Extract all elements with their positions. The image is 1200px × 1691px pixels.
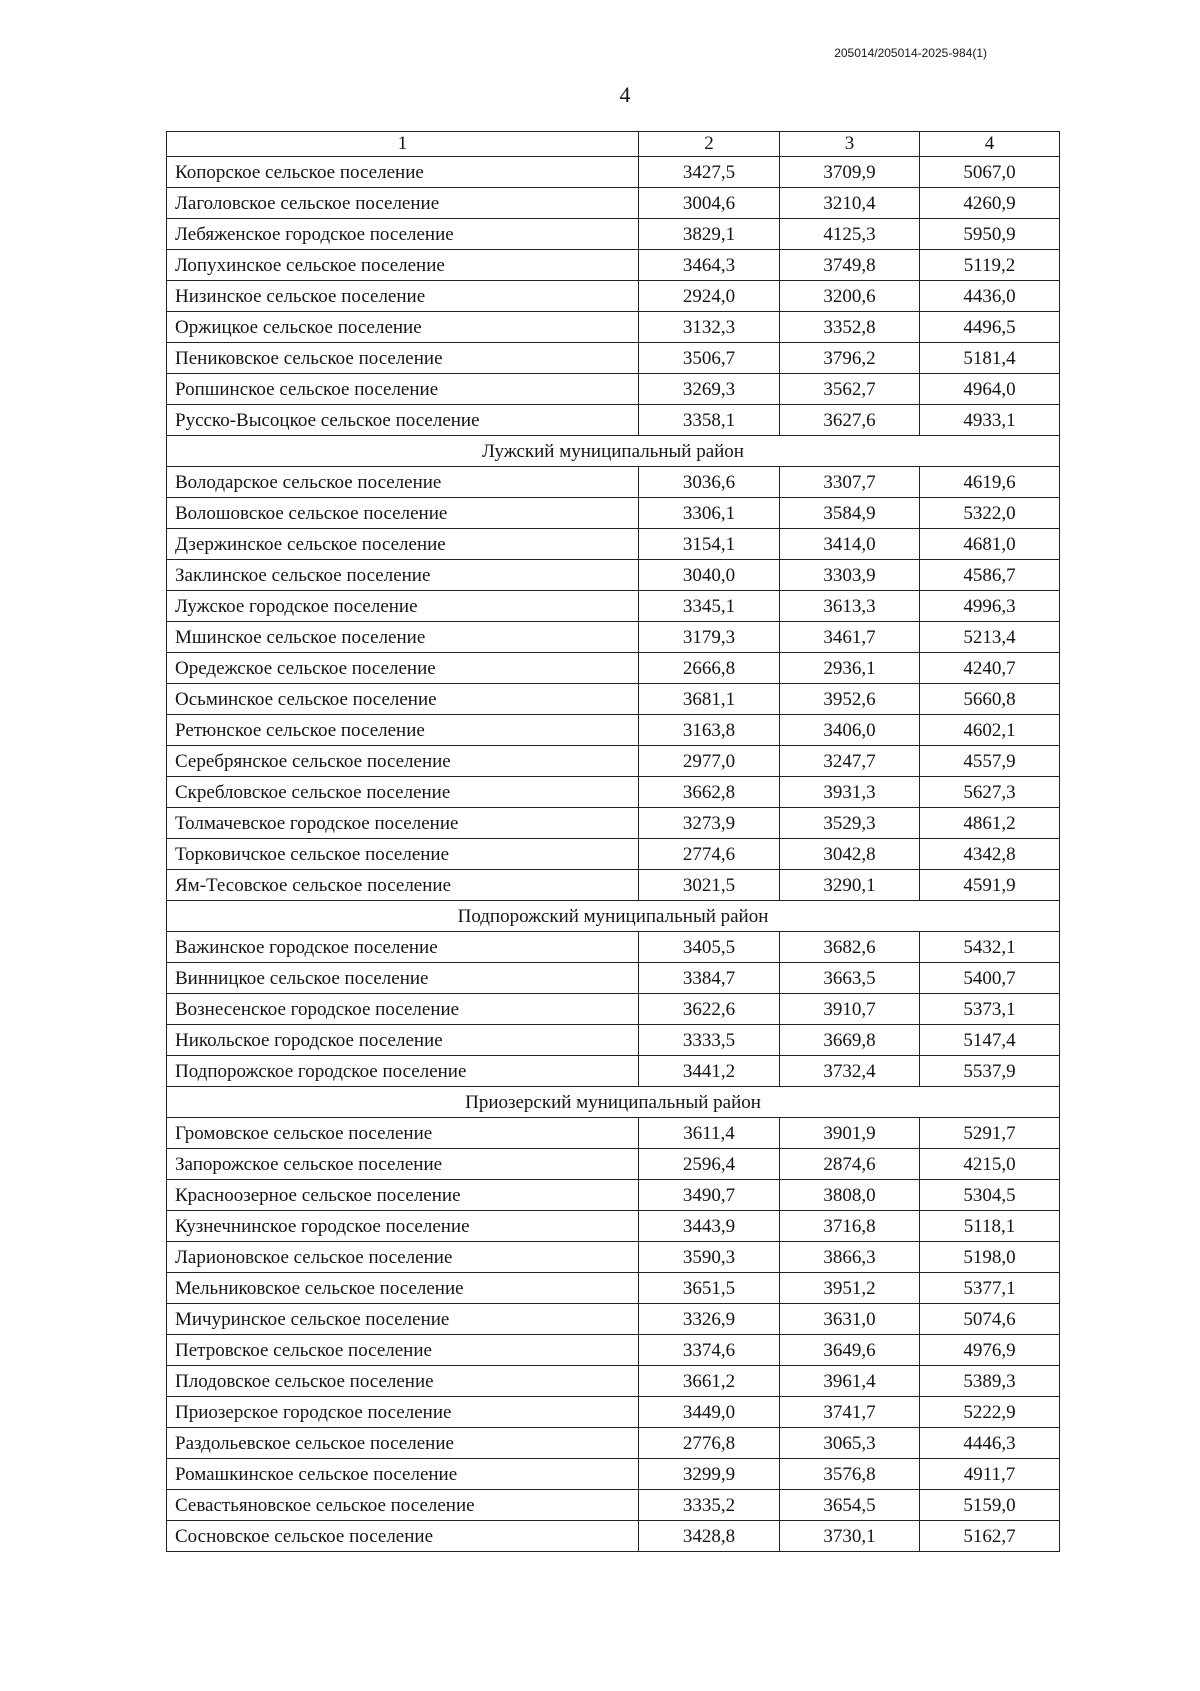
table-row bbox=[167, 1180, 1060, 1211]
settlement-name-cell: Осьминское сельское поселение bbox=[167, 684, 639, 715]
settlement-name-cell: Подпорожское городское поселение bbox=[167, 1056, 639, 1087]
value-col2-cell: 3405,5 bbox=[639, 932, 780, 963]
table-row bbox=[167, 715, 1060, 746]
table-row bbox=[167, 312, 1060, 343]
settlement-name-cell: Лаголовское сельское поселение bbox=[167, 188, 639, 219]
value-col4-cell: 5389,3 bbox=[920, 1366, 1060, 1397]
settlement-name-cell: Ромашкинское сельское поселение bbox=[167, 1459, 639, 1490]
table-row bbox=[167, 498, 1060, 529]
value-col4-cell: 4996,3 bbox=[920, 591, 1060, 622]
value-col4-cell: 5147,4 bbox=[920, 1025, 1060, 1056]
value-col4-cell: 4861,2 bbox=[920, 808, 1060, 839]
value-col3-cell: 3461,7 bbox=[780, 622, 920, 653]
value-col4-cell: 5373,1 bbox=[920, 994, 1060, 1025]
district-row bbox=[167, 436, 1060, 467]
district-row bbox=[167, 1087, 1060, 1118]
table-row bbox=[167, 746, 1060, 777]
value-col4-cell: 5432,1 bbox=[920, 932, 1060, 963]
district-heading: Подпорожский муниципальный район bbox=[167, 901, 1060, 932]
value-col3-cell: 3042,8 bbox=[780, 839, 920, 870]
settlement-name-cell: Оржицкое сельское поселение bbox=[167, 312, 639, 343]
value-col2-cell: 3829,1 bbox=[639, 219, 780, 250]
value-col3-cell: 3631,0 bbox=[780, 1304, 920, 1335]
value-col4-cell: 5119,2 bbox=[920, 250, 1060, 281]
value-col2-cell: 3273,9 bbox=[639, 808, 780, 839]
table-row bbox=[167, 529, 1060, 560]
settlement-name-cell: Никольское городское поселение bbox=[167, 1025, 639, 1056]
value-col3-cell: 3741,7 bbox=[780, 1397, 920, 1428]
value-col4-cell: 5074,6 bbox=[920, 1304, 1060, 1335]
value-col2-cell: 3345,1 bbox=[639, 591, 780, 622]
settlement-name-cell: Приозерское городское поселение bbox=[167, 1397, 639, 1428]
value-col2-cell: 2977,0 bbox=[639, 746, 780, 777]
value-col3-cell: 3414,0 bbox=[780, 529, 920, 560]
value-col4-cell: 4557,9 bbox=[920, 746, 1060, 777]
value-col2-cell: 3681,1 bbox=[639, 684, 780, 715]
settlement-name-cell: Ям-Тесовское сельское поселение bbox=[167, 870, 639, 901]
value-col2-cell: 3179,3 bbox=[639, 622, 780, 653]
settlement-name-cell: Плодовское сельское поселение bbox=[167, 1366, 639, 1397]
value-col2-cell: 3427,5 bbox=[639, 157, 780, 188]
settlement-name-cell: Пениковское сельское поселение bbox=[167, 343, 639, 374]
table-row bbox=[167, 1397, 1060, 1428]
value-col3-cell: 3200,6 bbox=[780, 281, 920, 312]
table-row bbox=[167, 1459, 1060, 1490]
value-col3-cell: 3627,6 bbox=[780, 405, 920, 436]
table-row bbox=[167, 622, 1060, 653]
value-col3-cell: 3901,9 bbox=[780, 1118, 920, 1149]
value-col2-cell: 3449,0 bbox=[639, 1397, 780, 1428]
settlement-name-cell: Лебяженское городское поселение bbox=[167, 219, 639, 250]
page-number: 4 bbox=[619, 82, 631, 107]
settlement-name-cell: Серебрянское сельское поселение bbox=[167, 746, 639, 777]
value-col3-cell: 3910,7 bbox=[780, 994, 920, 1025]
settlement-name-cell: Ларионовское сельское поселение bbox=[167, 1242, 639, 1273]
value-col3-cell: 3210,4 bbox=[780, 188, 920, 219]
value-col3-cell: 3951,2 bbox=[780, 1273, 920, 1304]
value-col2-cell: 3358,1 bbox=[639, 405, 780, 436]
value-col2-cell: 3651,5 bbox=[639, 1273, 780, 1304]
value-col2-cell: 3036,6 bbox=[639, 467, 780, 498]
value-col3-cell: 3931,3 bbox=[780, 777, 920, 808]
value-col3-cell: 3065,3 bbox=[780, 1428, 920, 1459]
value-col4-cell: 5222,9 bbox=[920, 1397, 1060, 1428]
settlement-name-cell: Севастьяновское сельское поселение bbox=[167, 1490, 639, 1521]
value-col4-cell: 5067,0 bbox=[920, 157, 1060, 188]
value-col4-cell: 4240,7 bbox=[920, 653, 1060, 684]
value-col4-cell: 4496,5 bbox=[920, 312, 1060, 343]
table-row bbox=[167, 870, 1060, 901]
settlement-name-cell: Володарское сельское поселение bbox=[167, 467, 639, 498]
settlement-name-cell: Громовское сельское поселение bbox=[167, 1118, 639, 1149]
value-col3-cell: 2936,1 bbox=[780, 653, 920, 684]
value-col3-cell: 3406,0 bbox=[780, 715, 920, 746]
value-col2-cell: 3021,5 bbox=[639, 870, 780, 901]
value-col3-cell: 3529,3 bbox=[780, 808, 920, 839]
table-row bbox=[167, 591, 1060, 622]
value-col4-cell: 4446,3 bbox=[920, 1428, 1060, 1459]
settlement-name-cell: Важинское городское поселение bbox=[167, 932, 639, 963]
value-col2-cell: 3132,3 bbox=[639, 312, 780, 343]
value-col3-cell: 3663,5 bbox=[780, 963, 920, 994]
table-row bbox=[167, 1242, 1060, 1273]
value-col4-cell: 5304,5 bbox=[920, 1180, 1060, 1211]
table-row bbox=[167, 1490, 1060, 1521]
value-col3-cell: 3749,8 bbox=[780, 250, 920, 281]
table-row bbox=[167, 1025, 1060, 1056]
value-col2-cell: 3326,9 bbox=[639, 1304, 780, 1335]
value-col4-cell: 5198,0 bbox=[920, 1242, 1060, 1273]
settlement-name-cell: Красноозерное сельское поселение bbox=[167, 1180, 639, 1211]
value-col3-cell: 3562,7 bbox=[780, 374, 920, 405]
value-col2-cell: 3441,2 bbox=[639, 1056, 780, 1087]
value-col3-cell: 3709,9 bbox=[780, 157, 920, 188]
settlement-name-cell: Толмачевское городское поселение bbox=[167, 808, 639, 839]
value-col2-cell: 3335,2 bbox=[639, 1490, 780, 1521]
settlement-name-cell: Заклинское сельское поселение bbox=[167, 560, 639, 591]
value-col3-cell: 3307,7 bbox=[780, 467, 920, 498]
district-heading: Приозерский муниципальный район bbox=[167, 1087, 1060, 1118]
value-col4-cell: 5322,0 bbox=[920, 498, 1060, 529]
settlement-name-cell: Мшинское сельское поселение bbox=[167, 622, 639, 653]
settlement-name-cell: Русско-Высоцкое сельское поселение bbox=[167, 405, 639, 436]
column-header-2: 2 bbox=[639, 132, 780, 157]
settlement-name-cell: Сосновское сельское поселение bbox=[167, 1521, 639, 1552]
value-col4-cell: 5181,4 bbox=[920, 343, 1060, 374]
table-row bbox=[167, 994, 1060, 1025]
value-col3-cell: 3576,8 bbox=[780, 1459, 920, 1490]
value-col4-cell: 4591,9 bbox=[920, 870, 1060, 901]
value-col2-cell: 3154,1 bbox=[639, 529, 780, 560]
value-col4-cell: 4586,7 bbox=[920, 560, 1060, 591]
settlement-name-cell: Торковичское сельское поселение bbox=[167, 839, 639, 870]
value-col2-cell: 3590,3 bbox=[639, 1242, 780, 1273]
table-row bbox=[167, 963, 1060, 994]
value-col3-cell: 3808,0 bbox=[780, 1180, 920, 1211]
table-row bbox=[167, 1366, 1060, 1397]
settlement-name-cell: Мичуринское сельское поселение bbox=[167, 1304, 639, 1335]
value-col2-cell: 3464,3 bbox=[639, 250, 780, 281]
value-col2-cell: 3333,5 bbox=[639, 1025, 780, 1056]
value-col3-cell: 3352,8 bbox=[780, 312, 920, 343]
table-row bbox=[167, 1273, 1060, 1304]
settlement-name-cell: Вознесенское городское поселение bbox=[167, 994, 639, 1025]
value-col4-cell: 4933,1 bbox=[920, 405, 1060, 436]
table-row bbox=[167, 1428, 1060, 1459]
value-col2-cell: 3506,7 bbox=[639, 343, 780, 374]
table-row bbox=[167, 932, 1060, 963]
value-col3-cell: 3796,2 bbox=[780, 343, 920, 374]
table-row bbox=[167, 777, 1060, 808]
value-col2-cell: 3374,6 bbox=[639, 1335, 780, 1366]
table-row bbox=[167, 653, 1060, 684]
value-col3-cell: 3682,6 bbox=[780, 932, 920, 963]
table-row bbox=[167, 281, 1060, 312]
value-col2-cell: 3269,3 bbox=[639, 374, 780, 405]
column-number-row bbox=[167, 132, 1060, 157]
value-col4-cell: 5162,7 bbox=[920, 1521, 1060, 1552]
table-row bbox=[167, 839, 1060, 870]
value-col2-cell: 2666,8 bbox=[639, 653, 780, 684]
value-col4-cell: 5950,9 bbox=[920, 219, 1060, 250]
settlement-name-cell: Запорожское сельское поселение bbox=[167, 1149, 639, 1180]
value-col3-cell: 3613,3 bbox=[780, 591, 920, 622]
value-col4-cell: 5660,8 bbox=[920, 684, 1060, 715]
value-col2-cell: 3661,2 bbox=[639, 1366, 780, 1397]
table-row bbox=[167, 1304, 1060, 1335]
table-row bbox=[167, 467, 1060, 498]
table-row bbox=[167, 1521, 1060, 1552]
settlement-name-cell: Скребловское сельское поселение bbox=[167, 777, 639, 808]
value-col2-cell: 2924,0 bbox=[639, 281, 780, 312]
table-row bbox=[167, 1056, 1060, 1087]
value-col4-cell: 4911,7 bbox=[920, 1459, 1060, 1490]
settlement-name-cell: Раздольевское сельское поселение bbox=[167, 1428, 639, 1459]
value-col3-cell: 3584,9 bbox=[780, 498, 920, 529]
column-header-3: 3 bbox=[780, 132, 920, 157]
value-col3-cell: 3303,9 bbox=[780, 560, 920, 591]
value-col4-cell: 5213,4 bbox=[920, 622, 1060, 653]
value-col2-cell: 3662,8 bbox=[639, 777, 780, 808]
value-col3-cell: 2874,6 bbox=[780, 1149, 920, 1180]
value-col3-cell: 3290,1 bbox=[780, 870, 920, 901]
value-col2-cell: 2774,6 bbox=[639, 839, 780, 870]
value-col2-cell: 3384,7 bbox=[639, 963, 780, 994]
settlement-name-cell: Лопухинское сельское поселение bbox=[167, 250, 639, 281]
value-col3-cell: 3649,6 bbox=[780, 1335, 920, 1366]
value-col2-cell: 3490,7 bbox=[639, 1180, 780, 1211]
settlement-name-cell: Ропшинское сельское поселение bbox=[167, 374, 639, 405]
value-col3-cell: 3669,8 bbox=[780, 1025, 920, 1056]
settlement-name-cell: Низинское сельское поселение bbox=[167, 281, 639, 312]
settlement-name-cell: Оредежское сельское поселение bbox=[167, 653, 639, 684]
settlement-name-cell: Волошовское сельское поселение bbox=[167, 498, 639, 529]
settlement-name-cell: Мельниковское сельское поселение bbox=[167, 1273, 639, 1304]
settlement-name-cell: Ретюнское сельское поселение bbox=[167, 715, 639, 746]
table-row bbox=[167, 808, 1060, 839]
value-col3-cell: 3732,4 bbox=[780, 1056, 920, 1087]
table-row bbox=[167, 1149, 1060, 1180]
table-row bbox=[167, 684, 1060, 715]
value-col2-cell: 3306,1 bbox=[639, 498, 780, 529]
value-col3-cell: 3716,8 bbox=[780, 1211, 920, 1242]
value-col2-cell: 3299,9 bbox=[639, 1459, 780, 1490]
value-col3-cell: 3730,1 bbox=[780, 1521, 920, 1552]
district-row bbox=[167, 901, 1060, 932]
table-row bbox=[167, 1211, 1060, 1242]
value-col4-cell: 4342,8 bbox=[920, 839, 1060, 870]
settlement-name-cell: Кузнечнинское городское поселение bbox=[167, 1211, 639, 1242]
table-row bbox=[167, 188, 1060, 219]
table-row bbox=[167, 560, 1060, 591]
value-col3-cell: 3866,3 bbox=[780, 1242, 920, 1273]
settlement-name-cell: Петровское сельское поселение bbox=[167, 1335, 639, 1366]
value-col2-cell: 3040,0 bbox=[639, 560, 780, 591]
value-col4-cell: 4619,6 bbox=[920, 467, 1060, 498]
value-col4-cell: 4215,0 bbox=[920, 1149, 1060, 1180]
table-row bbox=[167, 405, 1060, 436]
value-col4-cell: 4260,9 bbox=[920, 188, 1060, 219]
district-heading: Лужский муниципальный район bbox=[167, 436, 1060, 467]
table-row bbox=[167, 343, 1060, 374]
value-col3-cell: 3952,6 bbox=[780, 684, 920, 715]
value-col2-cell: 3622,6 bbox=[639, 994, 780, 1025]
value-col2-cell: 2776,8 bbox=[639, 1428, 780, 1459]
value-col4-cell: 5291,7 bbox=[920, 1118, 1060, 1149]
document-id: 205014/205014-2025-984(1) bbox=[834, 46, 987, 60]
table-row bbox=[167, 374, 1060, 405]
value-col4-cell: 5377,1 bbox=[920, 1273, 1060, 1304]
value-col4-cell: 4436,0 bbox=[920, 281, 1060, 312]
value-col4-cell: 5537,9 bbox=[920, 1056, 1060, 1087]
value-col4-cell: 5118,1 bbox=[920, 1211, 1060, 1242]
table-row bbox=[167, 157, 1060, 188]
table-row bbox=[167, 219, 1060, 250]
table-row bbox=[167, 1335, 1060, 1366]
value-col2-cell: 3611,4 bbox=[639, 1118, 780, 1149]
settlement-name-cell: Копорское сельское поселение bbox=[167, 157, 639, 188]
table-row bbox=[167, 1118, 1060, 1149]
value-col4-cell: 4976,9 bbox=[920, 1335, 1060, 1366]
data-table bbox=[166, 131, 1060, 1552]
value-col4-cell: 5627,3 bbox=[920, 777, 1060, 808]
value-col4-cell: 5159,0 bbox=[920, 1490, 1060, 1521]
table-row bbox=[167, 250, 1060, 281]
value-col4-cell: 4602,1 bbox=[920, 715, 1060, 746]
column-header-1: 1 bbox=[167, 132, 639, 157]
value-col2-cell: 3004,6 bbox=[639, 188, 780, 219]
value-col4-cell: 5400,7 bbox=[920, 963, 1060, 994]
table-body bbox=[167, 132, 1060, 1552]
value-col2-cell: 3428,8 bbox=[639, 1521, 780, 1552]
value-col4-cell: 4681,0 bbox=[920, 529, 1060, 560]
value-col3-cell: 4125,3 bbox=[780, 219, 920, 250]
value-col2-cell: 3443,9 bbox=[639, 1211, 780, 1242]
column-header-4: 4 bbox=[920, 132, 1060, 157]
value-col2-cell: 2596,4 bbox=[639, 1149, 780, 1180]
value-col3-cell: 3961,4 bbox=[780, 1366, 920, 1397]
settlement-name-cell: Дзержинское сельское поселение bbox=[167, 529, 639, 560]
settlement-name-cell: Винницкое сельское поселение bbox=[167, 963, 639, 994]
value-col3-cell: 3247,7 bbox=[780, 746, 920, 777]
value-col3-cell: 3654,5 bbox=[780, 1490, 920, 1521]
value-col2-cell: 3163,8 bbox=[639, 715, 780, 746]
settlement-name-cell: Лужское городское поселение bbox=[167, 591, 639, 622]
value-col4-cell: 4964,0 bbox=[920, 374, 1060, 405]
